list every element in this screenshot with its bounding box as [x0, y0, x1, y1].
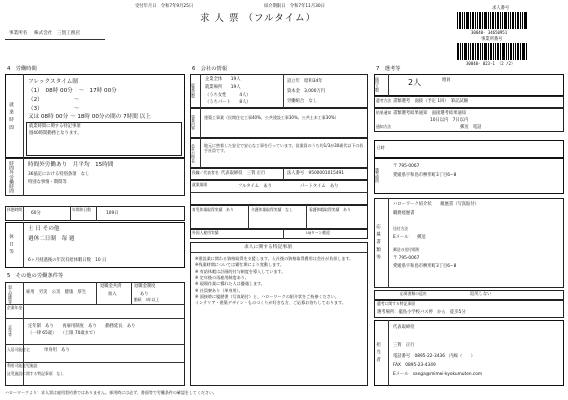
shift-note-label: 就業時間に関する特記事項 [29, 124, 81, 129]
hire-count: 2人 [408, 78, 422, 87]
docs-value: ハローワーク紹介状 履歴書（写真貼付） [393, 202, 479, 207]
receipt-date: 受付年月日 令和7年9月25日 [135, 4, 194, 9]
retire-system-label: 退職金制度 [134, 284, 156, 289]
retire-age: 定年制 あり 再雇用制度 あり 勤務延長 あり [28, 324, 136, 329]
job-number-label: 求人番号 [492, 6, 510, 11]
date-label: 日時 [377, 145, 385, 150]
job-number: 30840- 34650951 [471, 30, 508, 35]
employees-part: （うちパート 8人） [205, 100, 251, 105]
nursing-leave: 看護休暇取得実績 あり [309, 207, 351, 212]
result-days: 10日以内 7日以内 [430, 118, 469, 123]
overtime-36: 36協定における特別条項 なし [28, 172, 90, 177]
feature-desc: 地元に密着した安全で安心な工事を行っています。従業員のうち約1/3が30歳代以下の若手社員です。 [204, 143, 364, 153]
contact-title: 代表取締役 [393, 325, 415, 330]
care-leave: 介護休業取得実績 なし [251, 207, 293, 212]
shift-2: （2） 〜 [28, 97, 80, 103]
insurance-label: 加入保険等 [8, 284, 14, 304]
send-address: 愛媛県宇和島市桝形町3丁目6−8 [393, 264, 457, 269]
housing-value: 単身用 あり [44, 348, 70, 353]
send-place-label: 郵送の送付場所 [393, 247, 420, 252]
company-label: 事業所名 [9, 31, 28, 36]
retire-mutual-label: 退職金共済 [100, 284, 122, 289]
send-value: Eメール 郵送 [393, 235, 426, 240]
hire-count-note: 増員 [442, 78, 451, 83]
annual-holiday-label: 年間休日数 [72, 207, 91, 212]
rules-fulltime: フルタイム あり [238, 184, 272, 189]
retire-system-value: あり [140, 292, 149, 297]
place-zip: 〒 795-0067 [393, 164, 420, 169]
uij-label: UIJターン歓迎 [306, 230, 330, 235]
contact-label: 担当者 [375, 341, 381, 365]
union: 労働組合 なし [287, 99, 318, 104]
flex-time: フレックスタイム制 [28, 79, 78, 85]
foreign-label: 外国人雇用実績 [192, 230, 219, 235]
break-value: 60分 [31, 211, 41, 216]
employees-total: 企業全体 19人 [205, 77, 241, 82]
special-title: 求人に関する特記事項 [244, 245, 292, 250]
shift-note: 週40時間勤務となります。 [29, 131, 82, 136]
feature-label: 会社の特長 [191, 143, 197, 163]
notify-value: 郵送 電話 [460, 125, 482, 130]
hire-count-label: 採用人数 [375, 77, 381, 93]
contact-email: Eメール sanga@mimei-kyokumuten.com [393, 372, 483, 377]
contact-fax: FAX 0895-23-4349 [393, 363, 436, 368]
company-name: 株式会社 三賀工務店 [34, 31, 80, 36]
retire-age-detail: （一律 65歳） （上限 70歳まで） [28, 331, 98, 336]
result-label: 結果通知 [376, 110, 392, 115]
hire-count-box [374, 74, 564, 96]
section-7-title: 7 選考等 [376, 66, 401, 72]
shift-3: （3） 〜 [28, 106, 80, 112]
send-label: 送付方法 [393, 226, 409, 231]
business-label: 事業内容 [191, 115, 197, 131]
retire-mutual-value: 加入 [108, 292, 117, 297]
office-number: 30840- 023-1 （2 /2） [466, 61, 515, 66]
select-note: 選考場所：龍島小学校バス停 から 徒歩5分 [377, 310, 466, 315]
retire-age-label: 定年等 [8, 325, 14, 337]
result-value: 書類選考結果通知 面接選考結果通知 [393, 111, 467, 116]
docs-label: 応募書類等 [375, 224, 381, 262]
footer-note: ハローワークより：求人票は雇用契約書ではありません。採用時には必ず、書面等で労働条件の確認をしてください。 [5, 390, 217, 395]
business-box [190, 108, 368, 138]
office-number-label: 事業所番号 [481, 37, 503, 42]
referral-period: 紹介期限日 令和7年11月30日 [264, 4, 325, 9]
childcare-leave: 育児休業取得実績 あり [192, 207, 234, 212]
overtime-label: 時間外労働時間 [8, 160, 14, 194]
send-zip: 〒 795-0067 [393, 256, 420, 261]
retire-note: 勤続 3年以上 [134, 297, 160, 302]
paid-leave: 6ヶ月経過後の年次有給休暇日数 10 日 [28, 258, 107, 263]
page-title: 求 人 票 （フルタイム） [200, 13, 317, 24]
docs-sub: 職務経歴書 [393, 211, 415, 216]
job-number-barcode [457, 12, 528, 29]
business-desc: 建築工事業（民間住宅工事40%、公共建設工事30%、公共土木工事30%） [204, 115, 339, 120]
corp-number: 法人番号 9500001015491 [287, 171, 345, 176]
rep-name: 代表取締役 三賀 正行 [221, 171, 266, 176]
rep-label: 役職／代表者名 [192, 170, 219, 175]
annual-holiday-value: 109日 [106, 211, 119, 216]
method-value: 書類選考 面接（予定 1回） 筆記試験 [393, 99, 468, 104]
special-notes: ※建設業に関わる資格取得を支援します。入社後の資格取得費用は会社が負担します。 ※残業時間については繁忙期により変動します。 ※ 有給休暇は計画的付与制度を導入しています。 ※ 定年後の再雇用制度あり。 ※ 現場作業に慣れた人は優遇します。 ※ 社員寮あり（単身用）。 ※ 面接時に履歴書（写真貼付）と、ハローワークの紹介状をご持参ください。 インテリア・建築デザイン・ものづくりが好きな方、ご応募お待ちしております。 [195, 256, 354, 306]
pension-label: 企業年金 [7, 305, 23, 310]
holiday-label: 休日等 [8, 233, 14, 257]
daycare-label: 利用可能託児施設 [7, 363, 38, 368]
housing-label: 入居可能住宅 [7, 347, 30, 352]
method-label: 選考方法 [376, 98, 392, 103]
contact-tel: 電話番号 0895-22-3436 内線（ ） [393, 354, 476, 359]
insurance-value: 雇用 労災 公災 健康 厚生 [26, 290, 87, 295]
section-6-title: 6 会社の情報 [192, 66, 228, 72]
section-5-title: 5 その他の労働条件等 [7, 273, 64, 279]
return-value: 返戻しない [470, 292, 492, 297]
shift-or: 又は 08時 00分 〜 18時 00分の間の 7時間 以上 [28, 114, 151, 120]
capital: 資本金 3,000万円 [287, 89, 326, 94]
holiday-days: 土 日 その他 [28, 226, 60, 232]
place-address: 愛媛県宇和島市桝形町3丁目6−8 [393, 173, 457, 178]
section-4-title: 4 労働時間 [7, 66, 37, 72]
place-label: 選考場所 [375, 168, 381, 184]
founded: 設立年 昭和34年 [287, 79, 323, 84]
daycare-note: 託児施設に関する特記事項 なし [7, 371, 64, 376]
employees-female: （うち女性 4人） [205, 93, 251, 98]
rules-label: 就業規則 [192, 182, 208, 187]
shift-1: （1） 08時 00分 〜 17時 00分 [28, 88, 117, 94]
office-number-barcode [457, 43, 528, 60]
holiday-weekly: 週休二日制 毎 週 [28, 236, 75, 242]
select-note-label: 選考に関する特記事項 [377, 301, 415, 306]
employees-label: 従業員数 [191, 83, 197, 99]
overtime-value: 時間外労働あり 月平均 15時間 [28, 162, 114, 168]
return-label: 応募書類の返戻 [400, 291, 427, 296]
date-box [374, 140, 564, 158]
overtime-special: 特別な事情・期間等 [28, 180, 67, 185]
work-hours-label: 就業時間 [8, 101, 14, 133]
break-label: 休憩時間 [7, 207, 23, 212]
rules-parttime: パートタイム あり [300, 184, 339, 189]
employees-site: 就業場所 19人 [205, 85, 241, 90]
contact-name: 三賀 正行 [393, 343, 415, 348]
notify-label: 通知方法 [376, 124, 392, 129]
